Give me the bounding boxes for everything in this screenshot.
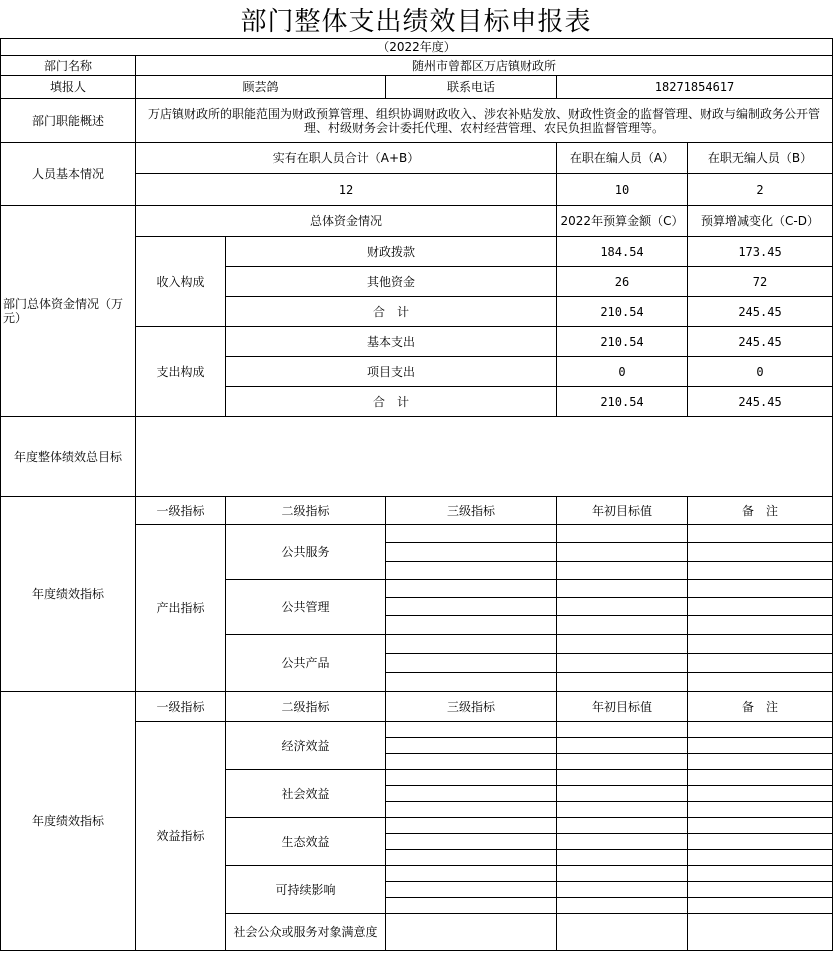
fund-row-d: 72 [688, 267, 833, 297]
lvl2-item: 社会效益 [226, 770, 386, 818]
fund-row-name: 合 计 [226, 387, 557, 417]
fund-row-d: 245.45 [688, 387, 833, 417]
note-header: 备 注 [688, 692, 833, 722]
report-table [0, 38, 833, 951]
lvl2-item: 经济效益 [226, 722, 386, 770]
note-header: 备 注 [688, 497, 833, 525]
lvl3-header: 三级指标 [386, 497, 557, 525]
income-label: 收入构成 [136, 237, 226, 327]
staff-in-label: 在职在编人员（A） [557, 143, 688, 174]
lvl1-header: 一级指标 [136, 692, 226, 722]
filler-label: 填报人 [1, 76, 136, 99]
lvl1-header: 一级指标 [136, 497, 226, 525]
fund-row-c: 184.54 [557, 237, 688, 267]
lvl2-item: 公共管理 [226, 580, 386, 635]
fund-row-c: 210.54 [557, 297, 688, 327]
lvl2-item: 公共服务 [226, 525, 386, 580]
benefit-label: 效益指标 [136, 722, 226, 951]
lvl2-item: 公共产品 [226, 635, 386, 692]
fund-row-name: 基本支出 [226, 327, 557, 357]
lvl2-item: 社会公众或服务对象满意度 [226, 914, 386, 951]
col-c-header: 2022年预算金额（C） [557, 206, 688, 237]
target-header: 年初目标值 [557, 692, 688, 722]
col-cd-header: 预算增减变化（C-D） [688, 206, 833, 237]
indicators-label-2: 年度绩效指标 [1, 692, 136, 951]
lvl2-item: 生态效益 [226, 818, 386, 866]
phone-label: 联系电话 [386, 76, 557, 99]
fund-row-c: 210.54 [557, 327, 688, 357]
goal-text [136, 417, 833, 497]
lvl2-header: 二级指标 [226, 497, 386, 525]
dept-name-label: 部门名称 [1, 56, 136, 76]
indicators-label: 年度绩效指标 [1, 497, 136, 692]
fund-row-d: 173.45 [688, 237, 833, 267]
fund-row-c: 26 [557, 267, 688, 297]
fund-row-d: 245.45 [688, 297, 833, 327]
staff-out-label: 在职无编人员（B） [688, 143, 833, 174]
duty-text: 万店镇财政所的职能范围为财政预算管理、组织协调财政收入、涉农补贴发放、财政性资金的监督管理、财政与编制政务公开管理、村级财务会计委托代理、农村经营管理、农民负担监督管理等。 [136, 99, 833, 143]
expense-label: 支出构成 [136, 327, 226, 417]
fund-row-d: 245.45 [688, 327, 833, 357]
fund-row-name: 财政拨款 [226, 237, 557, 267]
phone-value: 18271854617 [557, 76, 833, 99]
lvl3-header: 三级指标 [386, 692, 557, 722]
funds-header: 总体资金情况 [136, 206, 557, 237]
goal-label: 年度整体绩效总目标 [1, 417, 136, 497]
staff-label: 人员基本情况 [1, 143, 136, 206]
staff-total-value: 12 [136, 174, 557, 206]
fund-row-c: 210.54 [557, 387, 688, 417]
staff-out-value: 2 [688, 174, 833, 206]
dept-name-value: 随州市曾都区万店镇财政所 [136, 56, 833, 76]
fund-row-c: 0 [557, 357, 688, 387]
fund-row-name: 其他资金 [226, 267, 557, 297]
duty-label: 部门职能概述 [1, 99, 136, 143]
year-label: （2022年度） [1, 39, 833, 56]
funds-label: 部门总体资金情况（万元） [1, 206, 136, 417]
staff-in-value: 10 [557, 174, 688, 206]
report-title: 部门整体支出绩效目标申报表 [240, 6, 592, 37]
output-label: 产出指标 [136, 525, 226, 692]
fund-row-name: 合 计 [226, 297, 557, 327]
filler-value: 顾芸鸽 [136, 76, 386, 99]
fund-row-name: 项目支出 [226, 357, 557, 387]
lvl2-header: 二级指标 [226, 692, 386, 722]
lvl2-item: 可持续影响 [226, 866, 386, 914]
staff-total-label: 实有在职人员合计（A+B） [136, 143, 557, 174]
target-header: 年初目标值 [557, 497, 688, 525]
fund-row-d: 0 [688, 357, 833, 387]
